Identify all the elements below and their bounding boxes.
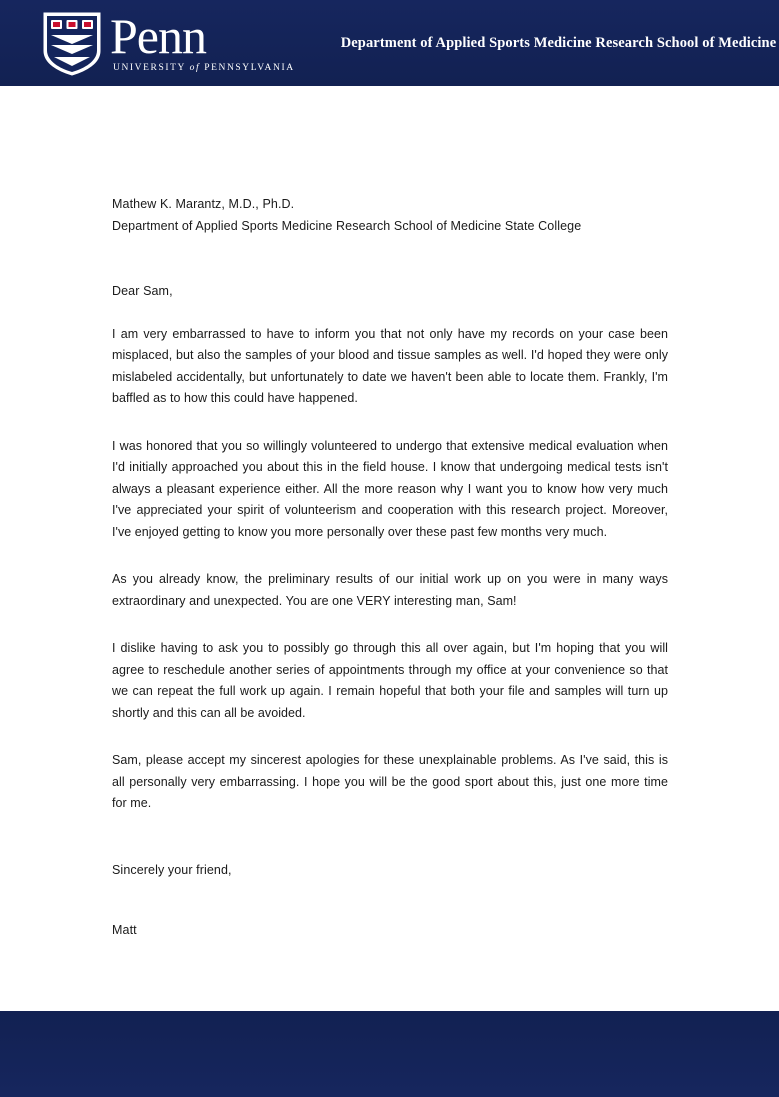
page-footer <box>0 1011 779 1097</box>
page-header <box>0 0 779 86</box>
penn-shield-icon <box>42 11 102 77</box>
penn-wordmark-subtitle <box>110 64 295 74</box>
header-content <box>0 0 779 86</box>
penn-wordmark-text: Penn <box>110 8 206 64</box>
paragraph-3: As you already know, the preliminary results of our initial work up on you were in many ways extraordinary and unexpected. You are one VERY interesting man, Sam! <box>112 572 668 608</box>
closing-line: Sincerely your friend, <box>112 862 232 877</box>
letter-body <box>0 86 779 1011</box>
paragraph-2: I was honored that you so willingly volunteered to undergo that extensive medical evaluation when I'd initially approached you about this in the field house. I know that undergoing medical tests isn't always a pleasant experience either. All the more reason why I want you to know how very much I've appreciated your spirit of volunteerism and cooperation with this research project. Moreover, I've enjoyed getting to know you more personally over these past few months very much. <box>112 438 668 539</box>
wordmark-of: of <box>189 62 201 73</box>
paragraph-4: I dislike having to ask you to possibly go through this all over again, but I'm hoping that you will agree to reschedule another series of appointments through my office at your convenience so that we can repeat the full work up again. I remain hopeful that both your file and samples will turn up shortly and this can all be avoided. <box>112 641 668 720</box>
paragraph-5: Sam, please accept my sincerest apologies for these unexplainable problems. As I've said, this is all personally very embarrassing. I hope you will be the good sport about this, just one more time for me. <box>112 753 668 811</box>
salutation: Dear Sam, <box>112 283 173 298</box>
wordmark-university: UNIVERSITY <box>113 62 186 73</box>
wordmark-pennsylvania: PENNSYLVANIA <box>204 62 295 73</box>
sender-department: Department of Applied Sports Medicine Research School of Medicine State College <box>112 218 582 233</box>
department-title: Department of Applied Sports Medicine Research School of Medicine <box>340 34 777 51</box>
penn-wordmark <box>110 8 295 73</box>
letter-content <box>0 86 779 937</box>
penn-logo <box>42 0 295 86</box>
signature-name: Matt <box>112 922 137 937</box>
paragraph-1: I am very embarrassed to have to inform you that not only have my records on your case been misplaced, but also the samples of your blood and tissue samples as well. I'd hoped they were only mislabeled accidentally, but unfortunately to date we haven't been able to locate them. Frankly, I'm baffled as to how this could have happened. <box>112 326 668 406</box>
sender-name: Mathew K. Marantz, M.D., Ph.D. <box>112 197 295 211</box>
